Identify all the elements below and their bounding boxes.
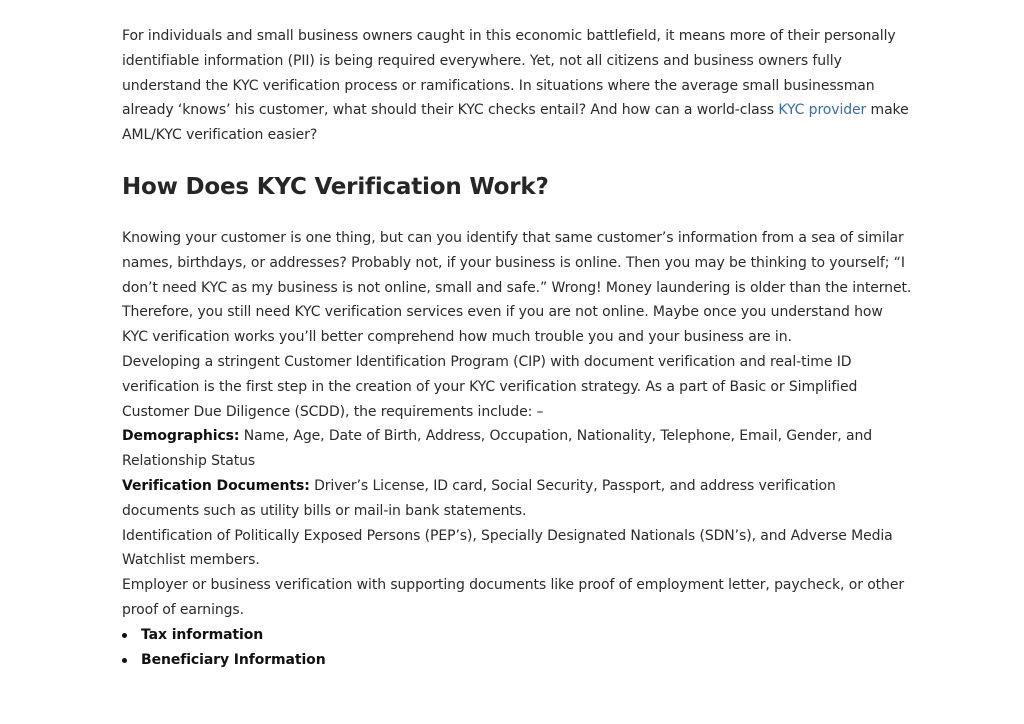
list-item bbox=[122, 623, 912, 648]
list-item-label: Beneficiary Information bbox=[141, 651, 326, 668]
list-item-label: Tax information bbox=[141, 626, 264, 643]
verification-documents-item bbox=[122, 474, 912, 524]
intro-text-before-link: For individuals and small business owners caught in this economic battlefield, it means more of their personally identifiable information (PII) is being required everywhere. Yet, not all citizens and business owners fully understand the KYC verification process or ramifications. In situations where the average small businessman already ‘knows’ his customer, what should their KYC checks entail? And how can a world-class bbox=[122, 28, 896, 119]
bullet-dot-icon bbox=[122, 633, 127, 638]
kyc-provider-link[interactable]: KYC provider bbox=[778, 102, 867, 119]
pep-item: Identification of Politically Exposed Persons (PEP’s), Specially Designated Nationals (SDN’s), and Adverse Media Watchlist members. bbox=[122, 527, 893, 569]
employer-item: Employer or business verification with supporting documents like proof of employment letter, paycheck, or other proof of earnings. bbox=[122, 577, 904, 618]
paragraph-knowing-customer: Knowing your customer is one thing, but can you identify that same customer’s information from a sea of similar names, birthdays, or addresses? Probably not, if your business is online. Then you may be thinking to yourself; “I don’t need KYC as my business is not online, small and safe.” Wrong! Money laundering is older than the internet. Therefore, you still need KYC verification services even if you are not online. Maybe once you understand how KYC verification works you’ll better comprehend how much trouble you and your business are in. bbox=[122, 229, 912, 346]
verification-documents-text: Driver’s License, ID card, Social Security, Passport, and address verification documents such as utility bills or mail-in bank statements. bbox=[122, 477, 836, 519]
demographics-text: Name, Age, Date of Birth, Address, Occupation, Nationality, Telephone, Email, Gender, and Relationship Status bbox=[122, 428, 873, 470]
section-heading: How Does KYC Verification Work? bbox=[122, 173, 549, 200]
intro-paragraph bbox=[122, 24, 912, 148]
demographics-item bbox=[122, 424, 912, 474]
bullet-dot-icon bbox=[122, 658, 127, 663]
list-item bbox=[122, 648, 912, 673]
intro-text-after-link: make AML/KYC verification easier? bbox=[122, 102, 909, 144]
article-body bbox=[122, 24, 912, 672]
bullet-list bbox=[122, 623, 912, 673]
demographics-label: Demographics: bbox=[122, 428, 240, 445]
paragraph-cip: Developing a stringent Customer Identification Program (CIP) with document verification and real-time ID verification is the first step in the creation of your KYC verification strategy. As a part of Basic or Simplified Customer Due Diligence (SCDD), the requirements include: – bbox=[122, 353, 858, 420]
verification-documents-label: Verification Documents: bbox=[122, 477, 310, 494]
